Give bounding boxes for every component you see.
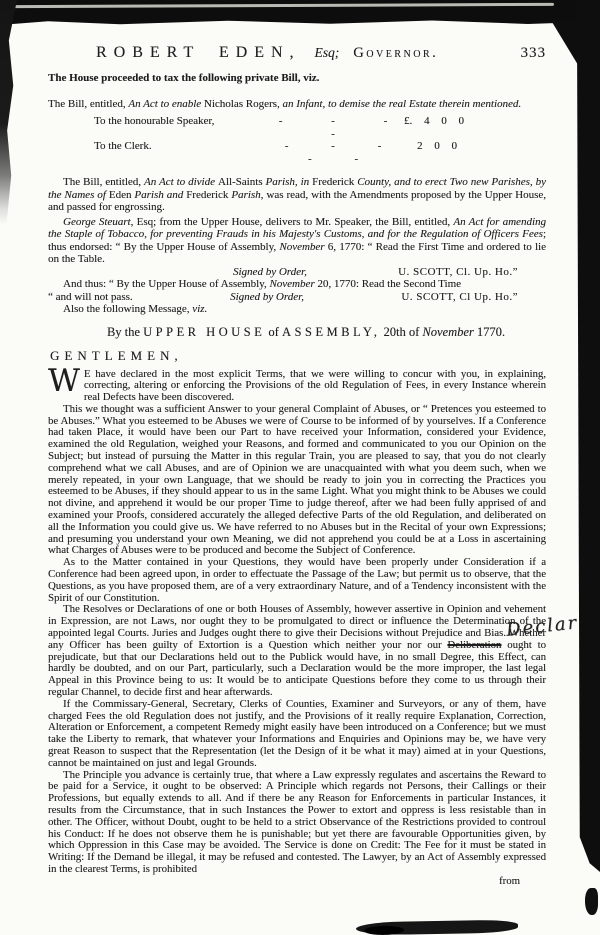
endorsement-second-signature-row — [48, 291, 546, 304]
fee-label: To the honourable Speaker, — [94, 115, 215, 127]
message-paragraph-5: If the Commissary-General, Secretary, Clerks of Counties, Examiner and Surveyors, or any of them, have charged Fees the old Regulation does not justify, and the Provisions of it really require Explanation, Correction, Alteration or Enforcement, a competent Remedy might easily have been introduced on a Conference; but we must take the Liberty to remark, that whatever your Informations and Enquiries and Opinions may be, we have very great Reason to suspect that the Representation (let the Design of it be what it may) aimed at in your Questions, cannot be maintained on just and legal Grounds. — [48, 697, 546, 769]
message-paragraph-3: As to the Matter contained in your Questions, they would have been properly under Consideration if a Conference had been agreed upon, in order to effectuate the Passage of the Law; but permit us to observe, that the Questions, as you have proposed them, are of a very extraordinary Nature, and of a Tendency inconsistent with the Spirit of our Constitution. — [48, 556, 546, 604]
scan-edge-right — [577, 0, 600, 872]
handwritten-margin-note: Declar — [505, 612, 580, 641]
page-number: 333 — [520, 45, 546, 61]
message-paragraph-2: This we thought was a sufficient Answer to your general Complaint of Abuses, or “ Pretences you esteemed to be Abuses.” What you esteemed to be Abuses we were of Course to be informed of by yourselves. If a Conference had taken Place, it would have been our Part to have received your Information, considered your Evidence, examined the old Regulation, weighed your Reasons, and formed and communicated to you our Opinion on the Subject; but instead of pursuing the Matter in this regular Train, you are pleased to say, that you do not clearly comprehend what we call Abuses, and are of Opinion we are unacquainted with what you deem such, when we merely repeated, in your own Language, that we should be ready to join you in correcting the Practices you esteemed to be Abuses, if they should appear to us in the same Light. What you might think to be Abuses we could not divine, and apprehend it would be our proper Time to judge thereof, after we had been fully apprised of and examined your Proofs, considered accurately the alleged defective Parts of the old Regulation, and deliberated on all the Information you could give us. We have referred to no Abuses but in the Recital of your own Expressions; and presuming you understand your own Meaning, we did not apprehend you could be at a Loss in ascertaining what Charges of Abuses were to be produced and become the Subject of Conference. — [48, 402, 546, 557]
fee-table — [94, 115, 486, 165]
message-paragraph-6: The Principle you advance is certainly true, that where a Law expressly regulates and ascertains the Reward to be paid for a Service, it ought to be observed: A Principle which regards not Persons, their Callings or their Professions, but equally extends to all. And if there be any Reason for Enforcements in particular Instances, it results from the Circumstance, that in such Instances the Power to extort and oppress is less resistable than in other. The Officer, without Doubt, ought to be held to a strict Observance of the Restrictions provided to controul his Conduct: If he does not observe them he is punishable; but yet there are favourable Opportunities given, by which Oppression in this Case may be avoided. The Service is done on Credit: The Fee for it must be stated in Writing: If the Demand be illegal, it may be refused and contested. The Lawyer, by an Act of Assembly expressed in the clearest Terms, is prohibited — [48, 768, 546, 875]
fee-leader-dashes: - - - - - — [284, 140, 382, 165]
catchword: from — [499, 874, 520, 887]
governor-esquire: Esq; — [314, 45, 340, 60]
clerk-signature: U. SCOTT, Cl Up. Ho.” — [401, 290, 518, 303]
message-paragraph-1: W E have declared in the most explicit Terms, that we were willing to concur with you, in explaining, correcting, altering or enforcing the Provisions of the old Regulation of Fees, in every Instance wherein real Defects have been discovered. — [48, 362, 546, 404]
clerk-signature: U. SCOTT, Cl. Up. Ho.” — [398, 265, 518, 278]
upper-house-message-heading: By the UPPER HOUSE of ASSEMBLY, 20th of November 1770. — [106, 324, 506, 339]
bill-tobacco-paragraph: George Steuart, Esq; from the Upper House, delivers to Mr. Speaker, the Bill, entitled, An Act for amending the Staple of Tobacco, for preventing Frauds in his Majesty's Customs, and for the Regulation of Officers Fees; thus endorsed: “ By the Upper House of Assembly, November 6, 1770: “ Read the First Time and ordered to lie on the Table. — [48, 215, 547, 265]
message-body — [48, 362, 547, 888]
fee-amount: £. 4 0 0 — [404, 115, 464, 127]
governor-office: Governor. — [353, 45, 439, 61]
fee-row-speaker — [94, 115, 486, 140]
scan-mark-bottom-right — [585, 888, 598, 915]
endorsement-first-signature-row — [48, 266, 546, 279]
drop-cap: W — [48, 362, 80, 399]
bill-rogers-paragraph: The Bill, entitled, An Act to enable Nicholas Rogers, an Infant, to demise the real Estate therein mentioned. — [48, 97, 522, 110]
bill-allsaints-paragraph: The Bill, entitled, An Act to divide All-Saints Parish, in Frederick County, and to erect Two new Parishes, by the Names of Eden Parish and Frederick Parish, was read, with the Amendments proposed by the Upper House, and passed for engrossing. — [48, 176, 546, 213]
also-message-line: Also the following Message, viz. — [63, 303, 208, 315]
fee-label: To the Clerk. — [94, 140, 152, 152]
message-paragraph-4: The Resolves or Declarations of one or both Houses of Assembly, however assertive in Opinion and vehement in Expression, are not Laws, nor ought they to be promulgated to direct or influence the Determination of the appointed legal Courts. Juries and Judges ought there to give their Decisions without Prejudice and Bias. Whether any Officer has been guilty of Extortion is a Question which neither your nor our Deliberation ought to prejudicate, but that our Declarations held out to the Publick would have, in no small Degree, this Effect, can hardly be doubted, and on our Part, particularly, such a Declaration would be the more improper, the last legal Appeal in this Province being to us: It would be to anticipate Questions before they come to us through their regular Channel, to decide first and hear afterwards. — [48, 603, 547, 699]
signed-by-order-label: Signed by Order, — [230, 290, 304, 303]
governor-name: ROBERT EDEN, — [96, 44, 301, 61]
proceedings-intro-line: The House proceeded to tax the following private Bill, viz. — [48, 72, 320, 84]
salutation-gentlemen: GENTLEMEN, — [50, 347, 183, 363]
quote-continuation: “ and will not pass. — [48, 290, 133, 303]
fee-amount: 2 0 0 — [417, 140, 457, 152]
signed-by-order-label: Signed by Order, — [233, 265, 307, 278]
endorsement-second-intro: And thus: “ By the Upper House of Assembly, November 20, 1770: Read the Second Time — [63, 278, 462, 290]
fee-leader-dashes: - - - - — [278, 115, 388, 140]
fee-row-clerk — [94, 140, 486, 165]
proceedings-section — [48, 72, 546, 316]
page-header — [96, 44, 546, 62]
